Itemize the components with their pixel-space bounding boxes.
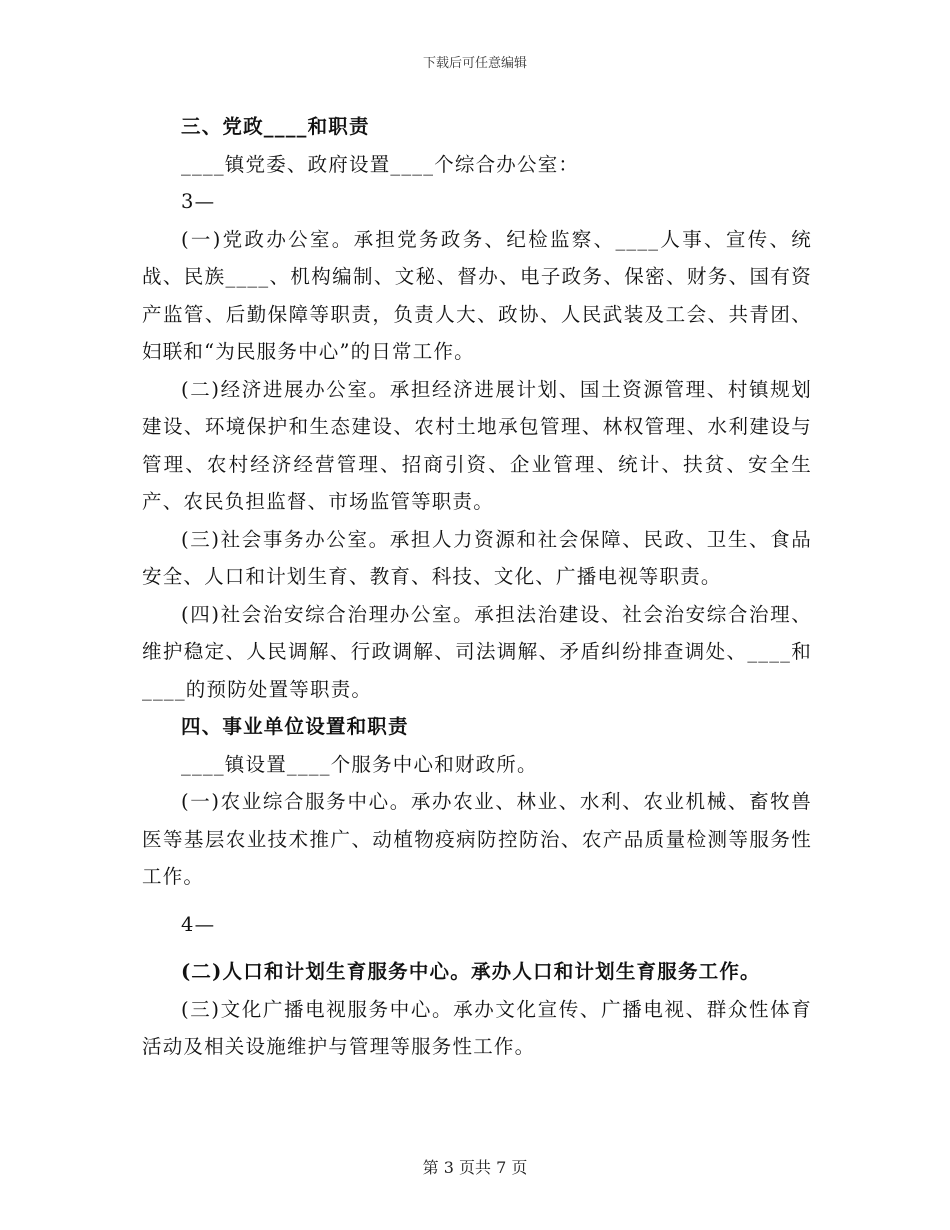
page-header: 下载后可任意编辑 (422, 56, 527, 71)
document-body (142, 108, 812, 1066)
page-marker-4: 4— (181, 912, 216, 936)
paragraph-offices-intro: ____镇党委、政府设置____个综合办公室： (181, 152, 580, 176)
paragraph-social-affairs-office: (三)社会事务办公室。承担人力资源和社会保障、民政、卫生、食品安全、人口和计划生育、教育、科技、文化、广播电视等职责。 (142, 527, 812, 588)
paragraph-economic-office: (二)经济进展办公室。承担经济进展计划、国土资源管理、村镇规划建设、环境保护和生态建设、农村土地承包管理、林权管理、水利建设与管理、农村经济经营管理、招商引资、企业管理、统计、扶贫、安全生产、农民负担监督、市场监管等职责。 (142, 377, 812, 513)
paragraph-population-center: (二)人口和计划生育服务中心。承办人口和计划生育服务工作。 (181, 960, 761, 983)
paragraph-centers-intro: ____镇设置____个服务中心和财政所。 (181, 752, 538, 776)
paragraph-party-office: (一)党政办公室。承担党务政务、纪检监察、____人事、宣传、统战、民族____、机构编制、文秘、督办、电子政务、保密、财务、国有资产监管、后勤保障等职责，负责人大、政协、人民武装及工会、共青团、妇联和“为民服务中心”的日常工作。 (142, 227, 812, 363)
paragraph-public-security-office: (四)社会治安综合治理办公室。承担法治建设、社会治安综合治理、维护稳定、人民调解、行政调解、司法调解、矛盾纠纷排查调处、____和____的预防处置等职责。 (142, 602, 812, 701)
page-number: 第 3 页共 7 页 (422, 1158, 528, 1177)
page-marker-3: 3— (181, 190, 216, 213)
section-heading-4: 四、事业单位设置和职责 (181, 715, 409, 738)
paragraph-culture-center: (三)文化广播电视服务中心。承办文化宣传、广播电视、群众性体育活动及相关设施维护与管理等服务性工作。 (142, 997, 812, 1058)
section-heading-3: 三、党政____和职责 (181, 115, 370, 138)
paragraph-agriculture-center: (一)农业综合服务中心。承办农业、林业、水利、农业机械、畜牧兽医等基层农业技术推广、动植物疫病防控防治、农产品质量检测等服务性工作。 (142, 790, 812, 888)
